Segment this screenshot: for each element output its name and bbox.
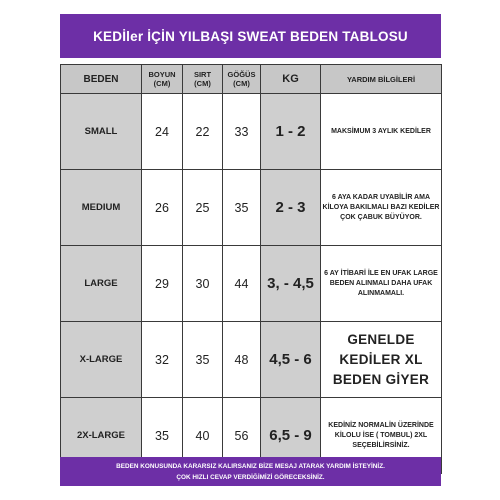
header-row (61, 65, 442, 94)
footer-line: BEDEN KONUSUNDA KARARSIZ KALIRSANIZ BİZE MESAJ ATARAK YARDIM İSTEYİNİZ. (116, 462, 385, 470)
info-cell (321, 322, 442, 398)
info-line: BEDEN GİYER (332, 371, 430, 387)
header-gogus (223, 65, 261, 94)
info-cell (321, 170, 442, 246)
boyun-cell: 24 (142, 94, 183, 170)
size-chart-sheet (60, 14, 441, 486)
info-line: SEÇEBİLİRSİNİZ. (352, 441, 410, 449)
size-cell: LARGE (61, 246, 142, 322)
header-sirt (183, 65, 223, 94)
size-cell: MEDIUM (61, 170, 142, 246)
kg-cell: 2 - 3 (261, 170, 321, 246)
info-line: 6 AYA KADAR UYABİLİR AMA (331, 193, 431, 201)
boyun-cell: 32 (142, 322, 183, 398)
sirt-cell: 25 (183, 170, 223, 246)
sirt-cell: 40 (183, 398, 223, 474)
header-sirt-unit: (CM) (194, 79, 211, 88)
footer-line: ÇOK HIZLI CEVAP VERDİĞİMİZİ GÖRECEKSİNİZ. (176, 473, 325, 481)
kg-cell: 1 - 2 (261, 94, 321, 170)
header-beden: BEDEN (61, 65, 142, 94)
size-cell: 2X-LARGE (61, 398, 142, 474)
boyun-cell: 35 (142, 398, 183, 474)
kg-cell: 3, - 4,5 (261, 246, 321, 322)
gogus-cell: 48 (223, 322, 261, 398)
info-line: 6 AY İTİBARİ İLE EN UFAK LARGE (324, 269, 438, 277)
header-sirt-label: SIRT (193, 70, 212, 79)
info-line: KİLOYA BAKILMALI BAZI KEDİLER (322, 203, 440, 211)
sirt-cell: 35 (183, 322, 223, 398)
info-line: MAKSİMUM 3 AYLIK KEDİLER (331, 127, 431, 135)
size-cell: X-LARGE (61, 322, 142, 398)
sirt-cell: 22 (183, 94, 223, 170)
info-line: ALINMAMALI. (357, 289, 405, 297)
boyun-cell: 26 (142, 170, 183, 246)
info-cell (321, 246, 442, 322)
info-line: KEDİLER XL (339, 351, 423, 367)
gogus-cell: 44 (223, 246, 261, 322)
gogus-cell: 56 (223, 398, 261, 474)
info-line: KİLOLU İSE ( TOMBUL) 2XL (334, 431, 428, 439)
header-kg: KG (261, 65, 321, 94)
table-row (61, 94, 442, 170)
help-footer (60, 457, 441, 486)
table-row (61, 322, 442, 398)
size-table (60, 64, 442, 474)
sirt-cell: 30 (183, 246, 223, 322)
info-line: KEDİNİZ NORMALİN ÜZERİNDE (328, 421, 434, 429)
header-boyun-label: BOYUN (148, 70, 176, 79)
header-gogus-unit: (CM) (233, 79, 250, 88)
kg-cell: 4,5 - 6 (261, 322, 321, 398)
chart-title: KEDİler İÇİN YILBAŞI SWEAT BEDEN TABLOSU (60, 14, 441, 58)
header-boyun-unit: (CM) (153, 79, 171, 88)
header-boyun (142, 65, 183, 94)
gogus-cell: 35 (223, 170, 261, 246)
info-line: BEDEN ALINMALI DAHA UFAK (329, 279, 433, 287)
info-line: ÇOK ÇABUK BÜYÜYOR. (340, 213, 422, 221)
table-row (61, 170, 442, 246)
kg-cell: 6,5 - 9 (261, 398, 321, 474)
table-row (61, 246, 442, 322)
info-cell (321, 94, 442, 170)
info-line: GENELDE (347, 331, 415, 347)
header-gogus-label: GÖĞÜS (227, 70, 256, 79)
boyun-cell: 29 (142, 246, 183, 322)
header-info: YARDIM BİLGİLERİ (321, 65, 442, 94)
size-cell: SMALL (61, 94, 142, 170)
gogus-cell: 33 (223, 94, 261, 170)
